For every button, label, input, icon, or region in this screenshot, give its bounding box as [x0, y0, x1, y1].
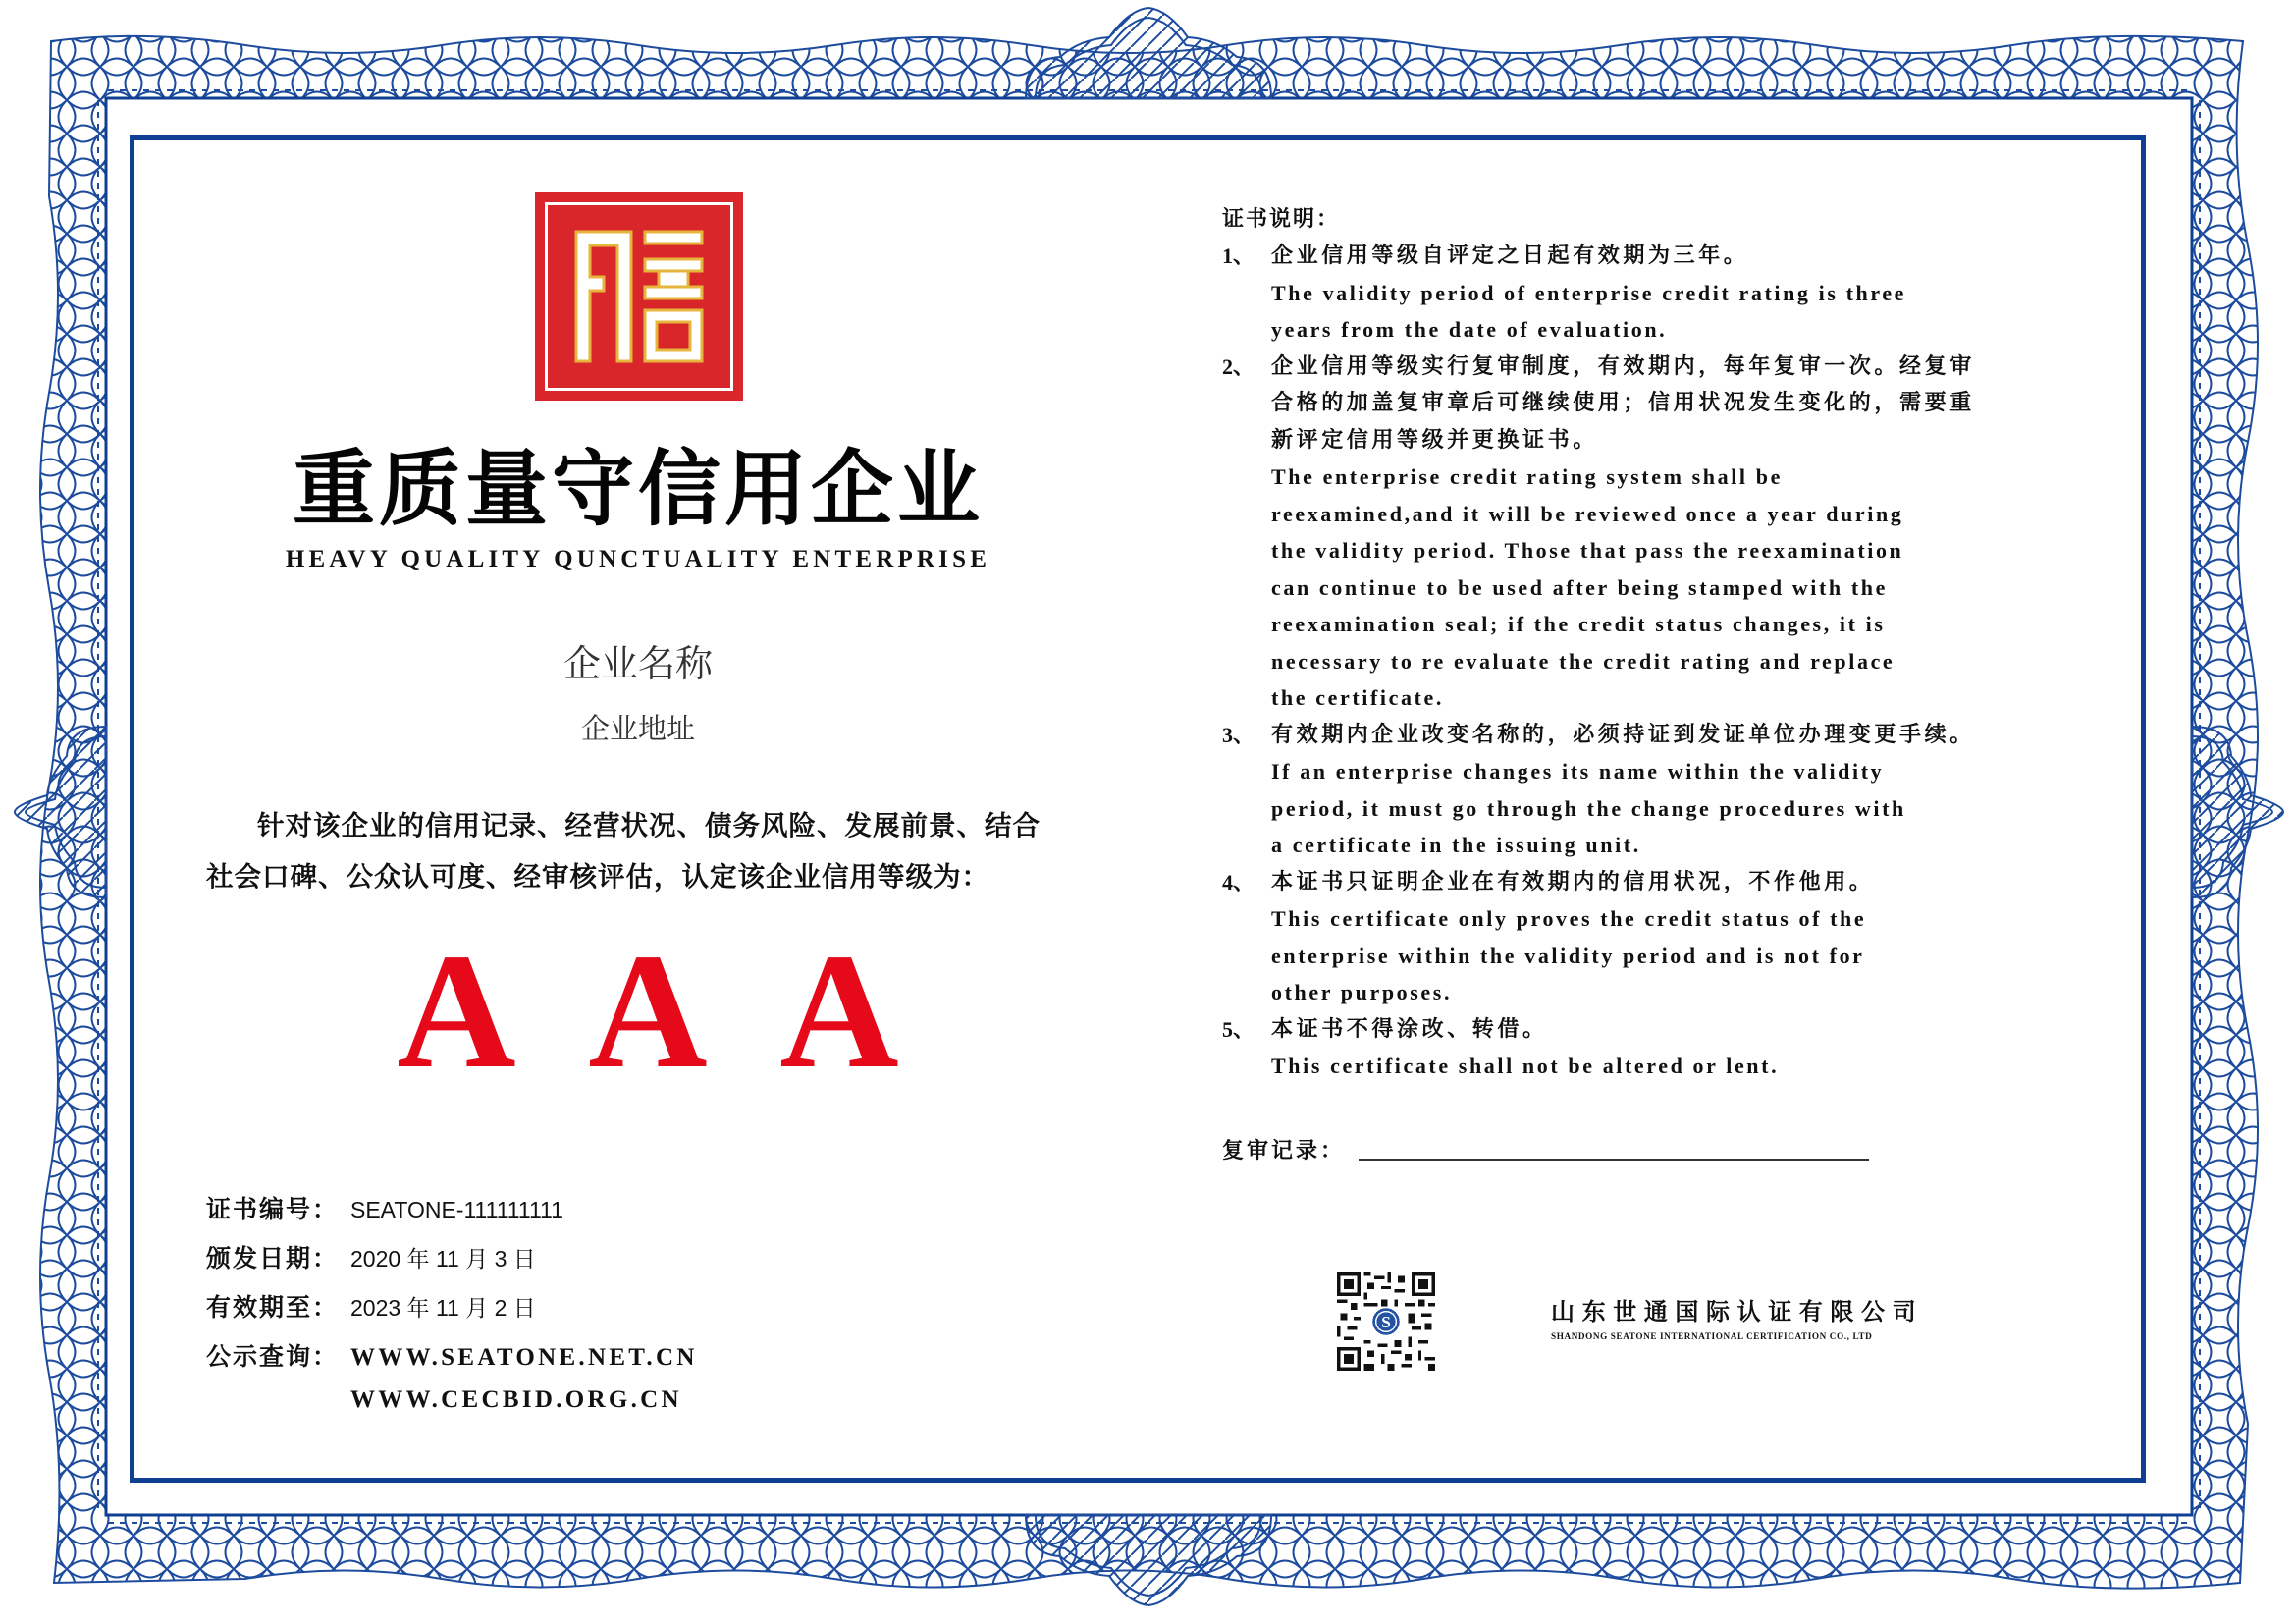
issue-date-label: 颁发日期：	[206, 1244, 340, 1272]
query-url-cecbid[interactable]: WWW.CECBID.ORG.CN	[350, 1386, 682, 1413]
grade-letter: A	[779, 920, 899, 1103]
note-en-line: This certificate only proves the credit status of the	[1271, 906, 1867, 931]
valid-until-value: 2023 年 11 月 2 日	[350, 1295, 536, 1321]
note-en-line: can continue to be used after being stamped with the	[1271, 574, 1888, 600]
public-query-row-2	[206, 1386, 698, 1435]
grade-letter: A	[397, 920, 516, 1103]
note-en-line: The enterprise credit rating system shall be	[1271, 464, 1783, 489]
valid-until-row	[206, 1288, 698, 1337]
issue-date-row	[206, 1239, 698, 1288]
note-cn-line: 本证书不得涂改、转借。	[1271, 1015, 1548, 1042]
note-en-line: years from the date of evaluation.	[1271, 317, 1668, 342]
certificate-notes	[1222, 201, 2086, 1085]
review-record-line	[1359, 1159, 1869, 1161]
certificate-info	[206, 1190, 698, 1435]
qr-code-icon[interactable]	[1337, 1257, 1435, 1386]
notes-title: 证书说明：	[1222, 206, 1341, 232]
note-number: 3、	[1222, 722, 1255, 747]
note-en-line: period, it must go through the change procedures with	[1271, 795, 1906, 821]
enterprise-address: 企业地址	[580, 712, 695, 745]
note-number: 4、	[1222, 869, 1255, 894]
enterprise-name: 企业名称	[562, 642, 713, 685]
cert-number-label: 证书编号：	[206, 1195, 340, 1223]
note-item	[1222, 349, 2086, 717]
review-record-label: 复审记录：	[1222, 1138, 1346, 1164]
note-en-line: reexamined,and it will be reviewed once a year during	[1271, 501, 1904, 526]
note-item	[1222, 238, 2086, 349]
note-number: 5、	[1222, 1016, 1255, 1042]
note-en-line: the certificate.	[1271, 685, 1444, 710]
note-number: 2、	[1222, 353, 1255, 379]
issue-date-value: 2020 年 11 月 3 日	[350, 1246, 536, 1272]
assessment-line-1: 针对该企业的信用记录、经营状况、债务风险、发展前景、结合	[257, 810, 1041, 841]
valid-until-label: 有效期至：	[206, 1293, 340, 1322]
note-item	[1222, 1011, 2086, 1085]
note-en-line: the validity period. Those that pass the reexamination	[1271, 538, 1904, 563]
public-query-label: 公示查询：	[206, 1342, 340, 1371]
query-url-seatone[interactable]: WWW.SEATONE.NET.CN	[350, 1344, 698, 1371]
note-en-line: reexamination seal; if the credit status changes, it is	[1271, 612, 1886, 636]
note-en-line: enterprise within the validity period and is not for	[1271, 943, 1865, 968]
note-en-line: The validity period of enterprise credit rating is three	[1271, 280, 1907, 305]
note-item	[1222, 717, 2086, 864]
note-en-line: other purposes.	[1271, 980, 1453, 1004]
note-en-line: If an enterprise changes its name within the validity	[1271, 759, 1885, 784]
note-en-line: a certificate in the issuing unit.	[1271, 833, 1641, 857]
certificate-title: 重质量守信用企业	[292, 440, 984, 537]
note-cn-line: 有效期内企业改变名称的，必须持证到发证单位办理变更手续。	[1271, 721, 1975, 747]
certificate-title-english: HEAVY QUALITY QUNCTUALITY ENTERPRISE	[285, 546, 991, 572]
review-record	[1222, 1134, 1869, 1164]
assessment-statement	[206, 800, 1070, 902]
note-cn-line: 企业信用等级自评定之日起有效期为三年。	[1271, 243, 1749, 268]
svg-text:S: S	[1381, 1313, 1391, 1332]
issuer-name-english: SHANDONG SEATONE INTERNATIONAL CERTIFICATION CO., LTD	[1551, 1331, 1873, 1341]
credit-grade	[393, 920, 903, 1103]
grade-letter: A	[588, 920, 708, 1103]
public-query-row	[206, 1337, 698, 1386]
credit-seal-icon	[535, 192, 743, 401]
assessment-line-2: 社会口碑、公众认可度、经审核评估，认定该企业信用等级为：	[206, 861, 989, 893]
note-en-line: necessary to re evaluate the credit rating and replace	[1271, 648, 1896, 674]
note-en-line: This certificate shall not be altered or lent.	[1271, 1054, 1780, 1078]
note-cn-line: 企业信用等级实行复审制度，有效期内，每年复审一次。经复审	[1271, 352, 1975, 379]
note-item	[1222, 864, 2086, 1011]
note-cn-line: 新评定信用等级并更换证书。	[1271, 426, 1598, 453]
note-cn-line: 本证书只证明企业在有效期内的信用状况，不作他用。	[1271, 868, 1875, 894]
issuer-name: 山东世通国际认证有限公司	[1551, 1297, 1924, 1326]
cert-number-row	[206, 1190, 698, 1239]
note-number: 1、	[1222, 244, 1255, 268]
cert-number-value: SEATONE-111111111	[350, 1197, 563, 1222]
note-cn-line: 合格的加盖复审章后可继续使用；信用状况发生变化的，需要重	[1271, 390, 1975, 415]
